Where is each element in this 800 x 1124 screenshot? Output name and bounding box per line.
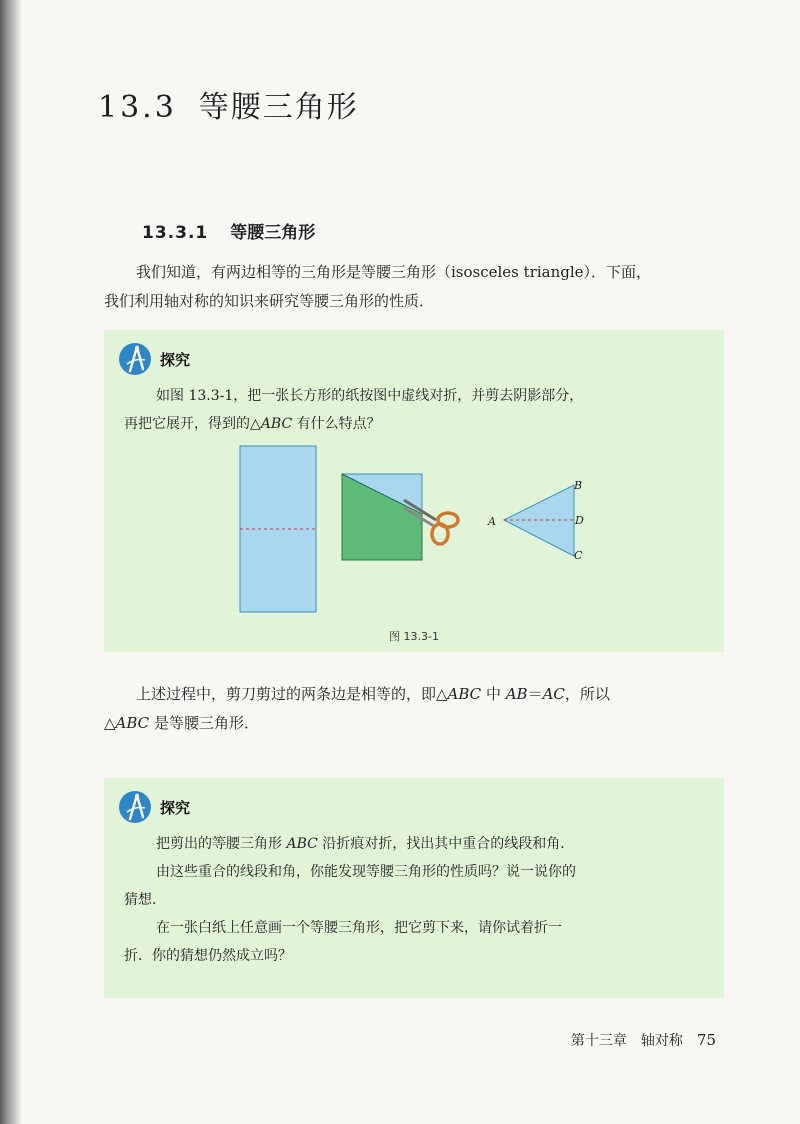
label-d: D	[575, 514, 584, 527]
label-c: C	[574, 549, 583, 562]
conclusion-1c: 中	[481, 685, 506, 703]
conclusion-ab: AB	[505, 685, 528, 703]
explore2-line-3: 猜想．	[124, 892, 166, 908]
chapter-number: 13.3	[98, 90, 177, 125]
explore1-line-1: 如图 13.3-1，把一张长方形的纸按图中虚线对折，并剪去阴影部分，	[156, 388, 584, 404]
book-spine-shadow	[0, 0, 22, 1124]
conclusion-1a: 上述过程中，剪刀剪过的两条边是相等的，即△	[136, 685, 448, 703]
explore2-line-2: 由这些重合的线段和角，你能发现等腰三角形的性质吗？说一说你的	[156, 864, 576, 880]
intro-paragraph	[104, 258, 724, 316]
chapter-title-text: 等腰三角形	[198, 90, 359, 125]
explore-box-2	[104, 778, 724, 998]
explore2-1a: 把剪出的等腰三角形	[156, 836, 287, 852]
explore-label-1: 探究	[160, 350, 191, 369]
explore2-1c: 沿折痕对折，找出其中重合的线段和角．	[317, 836, 575, 852]
section-title-text: 等腰三角形	[230, 223, 316, 243]
explore-header-2	[118, 790, 190, 824]
intro-line-1: 我们知道，有两边相等的三角形是等腰三角形（isosceles triangle）．下面，	[136, 263, 652, 281]
conclusion-abc-2: ABC	[115, 714, 150, 732]
triangle-abc	[504, 485, 574, 556]
conclusion-paragraph	[104, 680, 724, 738]
explore1-line-2c: 有什么特点？	[292, 416, 381, 432]
explore2-line-5: 折．你的猜想仍然成立吗？	[124, 948, 292, 964]
figure-caption: 图 13.3-1	[389, 630, 439, 643]
intro-line-2: 我们利用轴对称的知识来研究等腰三角形的性质．	[104, 292, 435, 310]
explore-label-2: 探究	[160, 798, 191, 817]
conclusion-eq: ＝	[527, 685, 543, 703]
conclusion-2c: 是等腰三角形．	[149, 714, 259, 732]
explore2-line-1	[124, 830, 714, 858]
explore-box-1	[104, 330, 724, 652]
conclusion-ac: AC	[542, 685, 565, 703]
section-number: 13.3.1	[142, 223, 209, 243]
page-number: 75	[696, 1031, 716, 1049]
conclusion-line-1	[104, 680, 724, 709]
conclusion-abc-1: ABC	[447, 685, 482, 703]
section-title	[142, 218, 315, 243]
chapter-title	[98, 82, 359, 126]
explore2-line-4: 在一张白纸上任意画一个等腰三角形，把它剪下来，请你试着折一	[156, 920, 562, 936]
label-b: B	[574, 479, 583, 492]
conclusion-line-2	[104, 709, 724, 738]
explore2-text	[124, 830, 714, 970]
conclusion-2a: △	[104, 714, 116, 732]
figure-13-3-1	[104, 330, 724, 660]
page-footer	[571, 1030, 716, 1050]
explore1-abc: ABC	[260, 416, 293, 432]
footer-chapter-name: 轴对称	[640, 1033, 683, 1049]
compass-explore-icon	[118, 790, 152, 824]
footer-chapter: 第十三章	[570, 1033, 627, 1049]
explore1-line-2a: 再把它展开，得到的△	[124, 416, 261, 432]
label-a: A	[488, 515, 496, 528]
explore2-abc: ABC	[286, 836, 318, 852]
conclusion-1g: ，所以	[564, 685, 610, 703]
